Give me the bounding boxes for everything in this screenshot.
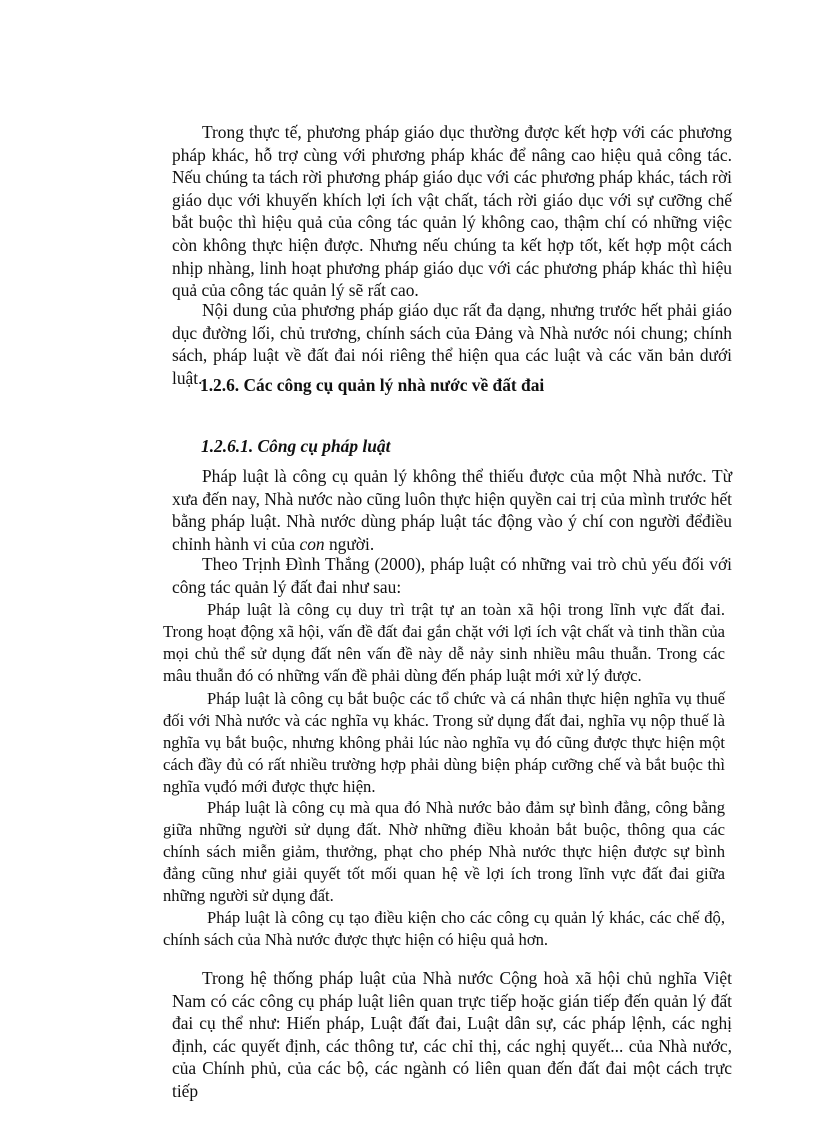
- paragraph-law-tool-text: Pháp luật là công cụ quản lý không thể thiếu được của một Nhà nước. Từ xưa đến nay, Nhà nước nào cũng luôn thực hiện quyền cai trị của mình trước hết bằng pháp luật. Nhà nước dùng pháp luật tác động vào ý chí con người đểđiều chỉnh hành vi của: [172, 466, 732, 554]
- paragraph-legal-system: Trong hệ thống pháp luật của Nhà nước Cộng hoà xã hội chủ nghĩa Việt Nam có các công cụ pháp luật liên quan trực tiếp hoặc gián tiếp đến quản lý đất đai cụ thể như: Hiến pháp, Luật đất đai, Luật dân sự, các pháp lệnh, các nghị định, các quyết định, các thông tư, các chỉ thị, các nghị quyết... của Nhà nước, của Chính phủ, của các bộ, các ngành có liên quan đến đất đai một cách trực tiếp: [172, 968, 732, 1101]
- paragraph-education-content: Nội dung của phương pháp giáo dục rất đa dạng, nhưng trước hết phải giáo dục đường lối, chủ trương, chính sách của Đảng và Nhà nước nói chung; chính sách, pháp luật về đất đai nói riêng thể hiện qua các luật và các văn bản dưới luật.: [172, 300, 732, 388]
- quote-role-obligation: Pháp luật là công cụ bắt buộc các tổ chức và cá nhân thực hiện nghĩa vụ thuế đối với Nhà nước và các nghĩa vụ khác. Trong sử dụng đất đai, nghĩa vụ nộp thuế là nghĩa vụ bắt buộc, nhưng không phải lúc nào nghĩa vụ đó cũng được thực hiện một cách đầy đủ có rất nhiều trường hợp phải dùng biện pháp cưỡng chế và bắt buộc thì nghĩa vụđó mới được thực hiện.: [163, 689, 725, 796]
- paragraph-law-tool: [172, 465, 732, 555]
- quote-role-order: Pháp luật là công cụ duy trì trật tự an toàn xã hội trong lĩnh vực đất đai. Trong hoạt động xã hội, vấn đề đất đai gắn chặt với lợi ích vật chất và tinh thần của mọi chủ thể sử dụng đất nên vấn đề này dễ nảy sinh nhiều mâu thuẫn. Trong các mâu thuẫn đó có những vấn đề phải dùng đến pháp luật mới xử lý được.: [163, 600, 725, 685]
- section-heading-1-2-6: 1.2.6. Các công cụ quản lý nhà nước về đất đai: [200, 375, 545, 395]
- quote-role-enabling: Pháp luật là công cụ tạo điều kiện cho các công cụ quản lý khác, các chế độ, chính sách của Nhà nước được thực hiện có hiệu quả hơn.: [163, 908, 725, 949]
- paragraph-law-tool-end: người.: [324, 533, 375, 554]
- paragraph-law-roles-intro: Theo Trịnh Đình Thắng (2000), pháp luật có những vai trò chủ yếu đối với công tác quản lý đất đai như sau:: [172, 554, 732, 597]
- paragraph-law-tool-emphasis: con: [299, 533, 325, 554]
- subsection-heading-1-2-6-1: 1.2.6.1. Công cụ pháp luật: [201, 436, 391, 456]
- quote-role-equality: Pháp luật là công cụ mà qua đó Nhà nước bảo đảm sự bình đẳng, công bằng giữa những người sử dụng đất. Nhờ những điều khoản bắt buộc, thông qua các chính sách miễn giảm, thưởng, phạt cho phép Nhà nước thực hiện được sự bình đẳng cũng như giải quyết tốt mối quan hệ về lợi ích trong lĩnh vực đất đai giữa những người sử dụng đất.: [163, 798, 725, 905]
- paragraph-combined-methods: Trong thực tế, phương pháp giáo dục thường được kết hợp với các phương pháp khác, hỗ trợ cùng với phương pháp khác để nâng cao hiệu quả công tác. Nếu chúng ta tách rời phương pháp giáo dục với các phương pháp khác, tách rời giáo dục với khuyến khích lợi ích vật chất, tách rời giáo dục với sự cưỡng chế bắt buộc thì hiệu quả của công tác quản lý không cao, thậm chí có những việc còn không thực hiện được. Nhưng nếu chúng ta kết hợp tốt, kết hợp một cách nhịp nhàng, linh hoạt phương pháp giáo dục với các phương pháp khác thì hiệu quả của công tác quản lý sẽ rất cao.: [172, 122, 732, 301]
